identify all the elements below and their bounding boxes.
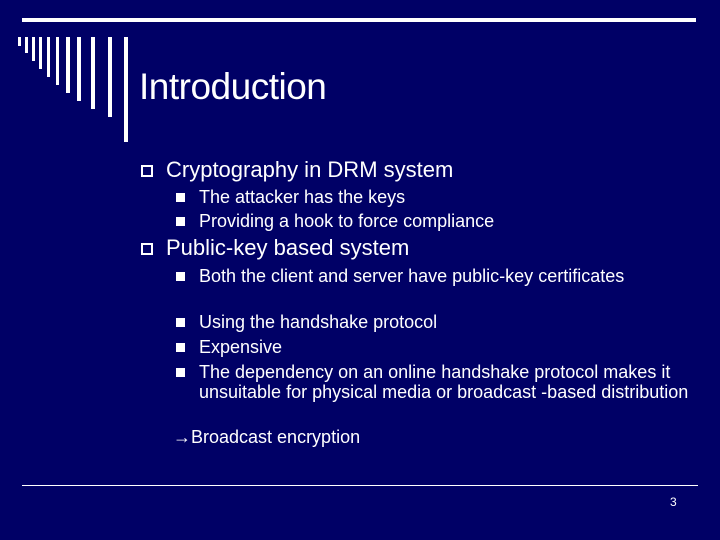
square-bullet-icon bbox=[176, 368, 185, 377]
square-bullet-icon bbox=[176, 343, 185, 352]
sub-bullet-hook: Providing a hook to force compliance bbox=[199, 211, 495, 231]
square-bullet-icon bbox=[176, 193, 185, 202]
square-bullet-icon bbox=[176, 318, 185, 327]
square-bullet-icon bbox=[176, 272, 185, 281]
bullet-public-key: Public-key based system bbox=[166, 235, 410, 260]
sub-bullet-handshake: Using the handshake protocol bbox=[199, 312, 438, 332]
sub-bullet-dependency: The dependency on an online handshake protocol makes it unsuitable for physical media or broadcast -based distribution bbox=[199, 362, 689, 402]
hollow-square-bullet-icon bbox=[141, 165, 153, 177]
bottom-rule bbox=[22, 485, 698, 486]
page-number: 3 bbox=[670, 495, 677, 509]
sub-bullet-expensive: Expensive bbox=[199, 337, 283, 357]
hollow-square-bullet-icon bbox=[141, 243, 153, 255]
slide-title: Introduction bbox=[139, 66, 327, 107]
square-bullet-icon bbox=[176, 217, 185, 226]
sub-bullet-attacker: The attacker has the keys bbox=[199, 187, 406, 207]
bullet-cryptography: Cryptography in DRM system bbox=[166, 157, 454, 182]
conclusion-broadcast-encryption: →Broadcast encryption bbox=[173, 427, 361, 447]
sub-bullet-certificates: Both the client and server have public-key certificates bbox=[199, 266, 625, 286]
